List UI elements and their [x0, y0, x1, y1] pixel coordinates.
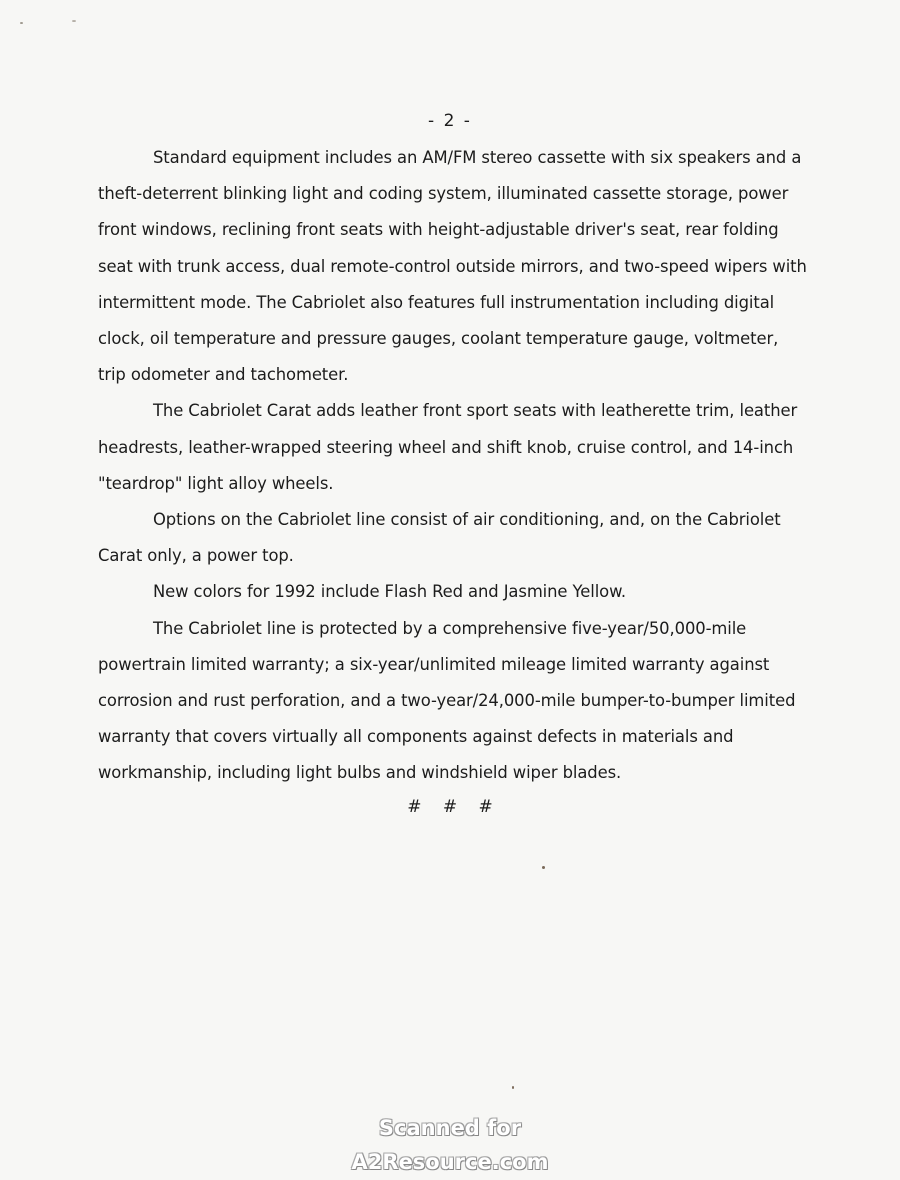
- end-mark: # # #: [407, 797, 493, 817]
- body-text: [98, 140, 810, 792]
- page-number: - 2 -: [428, 111, 472, 131]
- paragraph-new-colors: New colors for 1992 include Flash Red and Jasmine Yellow.: [153, 582, 626, 602]
- scan-speck: [72, 20, 76, 22]
- scan-speck: [20, 22, 23, 24]
- scan-speck: [542, 866, 545, 869]
- paragraph-warranty: The Cabriolet line is protected by a comprehensive five-year/50,000-mile powertrain limited warranty; a six-year/unlimited mileage limited warranty against corrosion and rust perforation, and a two-year/24,000-mile bumper-to-bumper limited warranty that covers virtually all components against defects in materials and workmanship, including light bulbs and windshield wiper blades.: [98, 618, 796, 783]
- watermark-line-1: Scanned for: [378, 1116, 522, 1140]
- paragraph-standard-equipment: Standard equipment includes an AM/FM stereo cassette with six speakers and a theft-deterrent blinking light and coding system, illuminated cassette storage, power front windows, reclining front seats with height-adjustable driver's seat, rear folding seat with trunk access, dual remote-control outside mirrors, and two-speed wipers with intermittent mode. The Cabriolet also features full instrumentation including digital clock, oil temperature and pressure gauges, coolant temperature gauge, voltmeter, trip odometer and tachometer.: [98, 148, 807, 385]
- watermark-line-2: A2Resource.com: [351, 1150, 549, 1174]
- paragraph-carat-features: The Cabriolet Carat adds leather front sport seats with leatherette trim, leather headrests, leather-wrapped steering wheel and shift knob, cruise control, and 14-inch "teardrop" light alloy wheels.: [98, 401, 798, 493]
- scan-speck: [512, 1086, 514, 1089]
- paragraph-options: Options on the Cabriolet line consist of air conditioning, and, on the Cabriolet Carat only, a power top.: [98, 510, 781, 566]
